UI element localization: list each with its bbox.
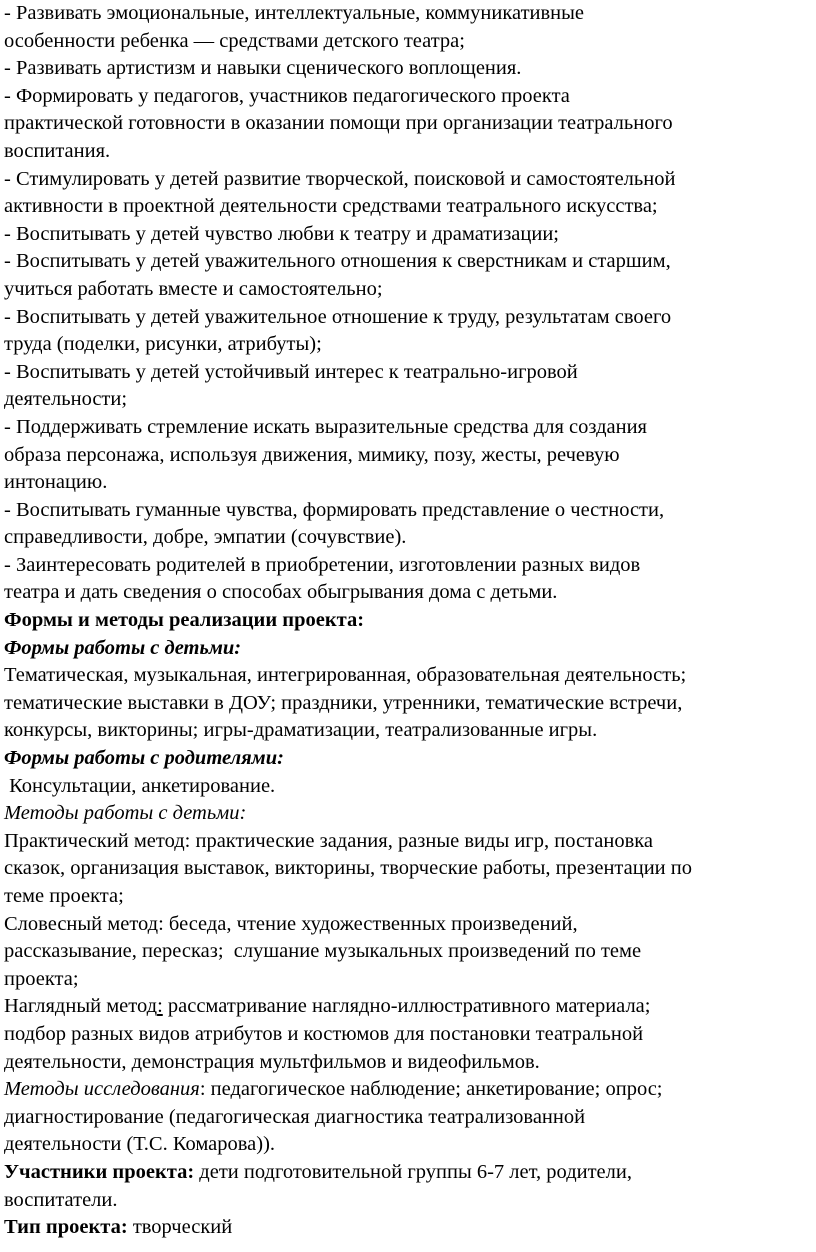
text-line: - Воспитывать у детей устойчивый интерес к театрально-игровой <box>4 360 578 383</box>
text-line: - Воспитывать у детей уважительного отношения к сверстникам и старшим, <box>4 250 671 273</box>
text-line: Тематическая, музыкальная, интегрированная, образовательная деятельность; <box>4 664 687 687</box>
project-type-text: творческий <box>127 1216 233 1239</box>
participants-label: Участники проекта: <box>4 1160 195 1183</box>
text-line: труда (поделки, рисунки, атрибуты); <box>4 333 322 356</box>
text-line: - Развивать артистизм и навыки сценического воплощения. <box>4 57 522 80</box>
section-heading-forms: Формы и методы реализации проекта: <box>4 609 365 632</box>
visual-method-colon: : <box>157 995 163 1018</box>
participants-line <box>4 1159 812 1187</box>
text-line: справедливости, добре, эмпатии (сочувствие). <box>4 526 407 549</box>
text-line: Практический метод: практические задания, разные виды игр, постановка <box>4 829 654 852</box>
text-line: - Формировать у педагогов, участников педагогического проекта <box>4 84 570 107</box>
text-line: учиться работать вместе и самостоятельно; <box>4 277 383 300</box>
text-line: сказок, организация выставок, викторины, творческие работы, презентации по <box>4 857 692 880</box>
project-type-label: Тип проекта: <box>4 1216 128 1239</box>
text-line: - Заинтересовать родителей в приобретении, изготовлении разных видов <box>4 553 641 576</box>
subheading-parents-forms: Формы работы с родителями: <box>4 747 284 770</box>
project-type-line <box>4 1214 812 1242</box>
text-line: - Воспитывать гуманные чувства, формировать представление о честности, <box>4 498 665 521</box>
text-line: конкурсы, викторины; игры-драматизации, театрализованные игры. <box>4 719 598 742</box>
participants-text: дети подготовительной группы 6-7 лет, родители, <box>194 1160 632 1183</box>
text-line: тематические выставки в ДОУ; праздники, утренники, тематические встречи, <box>4 691 683 714</box>
text-line: активности в проектной деятельности средствами театрального искусства; <box>4 195 658 218</box>
text-line: - Воспитывать у детей уважительное отношение к труду, результатам своего <box>4 305 672 328</box>
text-line: Консультации, анкетирование. <box>4 774 276 797</box>
text-line: подбор разных видов атрибутов и костюмов для постановки театральной <box>4 1022 644 1045</box>
text-line: интонацию. <box>4 471 108 494</box>
text-line: - Развивать эмоциональные, интеллектуальные, коммуникативные <box>4 2 585 24</box>
text-line: театра и дать сведения о способах обыгрывания дома с детьми. <box>4 581 558 604</box>
visual-method-text: рассматривание наглядно-иллюстративного материала; <box>162 995 651 1018</box>
subheading-children-forms: Формы работы с детьми: <box>4 636 242 659</box>
text-line: Словесный метод: беседа, чтение художественных произведений, <box>4 912 578 935</box>
research-methods-text: : педагогическое наблюдение; анкетирование; опрос; <box>199 1078 663 1101</box>
text-line: воспитания. <box>4 139 111 162</box>
text-line: деятельности (Т.С. Комарова)). <box>4 1133 276 1156</box>
research-methods-label: Методы исследования <box>4 1078 200 1101</box>
text-line: особенности ребенка — средствами детского театра; <box>4 29 465 52</box>
visual-method-label: Наглядный метод <box>4 995 158 1018</box>
text-line: практической готовности в оказании помощи при организации театрального <box>4 112 673 135</box>
text-line: диагностирование (педагогическая диагностика театрализованной <box>4 1105 586 1128</box>
subheading-methods: Методы работы с детьми: <box>4 802 247 825</box>
text-line: деятельности, демонстрация мультфильмов и видеофильмов. <box>4 1050 540 1073</box>
text-line: - Поддерживать стремление искать выразительные средства для создания <box>4 415 647 438</box>
text-line: образа персонажа, используя движения, мимику, позу, жесты, речевую <box>4 443 620 466</box>
text-line: теме проекта; <box>4 885 124 907</box>
text-line: воспитатели. <box>4 1188 118 1211</box>
text-line: деятельности; <box>4 388 128 411</box>
research-methods-line <box>4 1076 812 1104</box>
text-line: - Стимулировать у детей развитие творческой, поисковой и самостоятельной <box>4 167 676 190</box>
text-line: рассказывание, пересказ; слушание музыкальных произведений по теме <box>4 940 642 963</box>
text-line: - Воспитывать у детей чувство любви к театру и драматизации; <box>4 222 560 245</box>
visual-method-line <box>4 993 812 1021</box>
text-line: проекта; <box>4 967 79 990</box>
